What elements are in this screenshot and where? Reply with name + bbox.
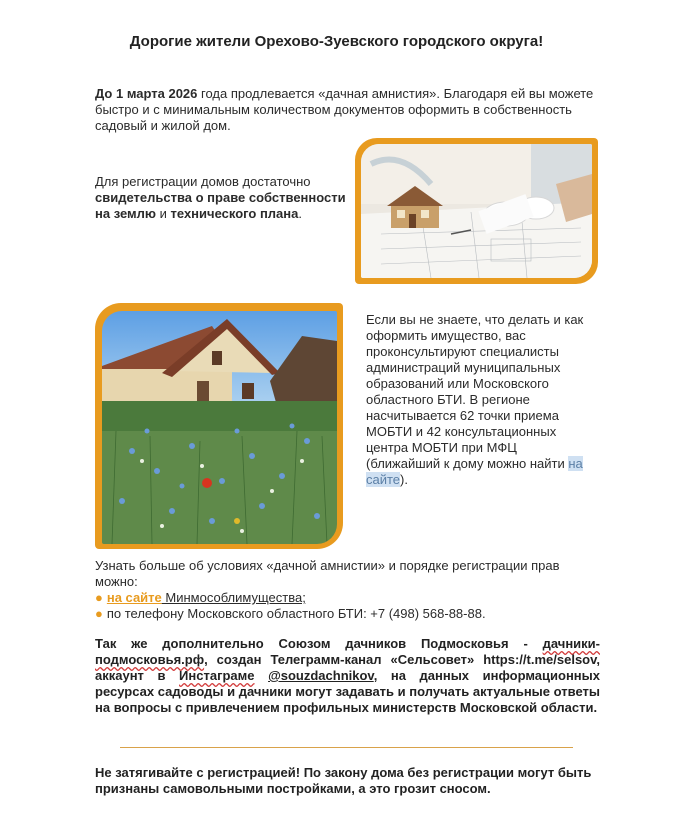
minmosoblimushchestvo-site-link[interactable]: на сайте: [106, 590, 162, 605]
reg-text-2: и: [156, 206, 171, 221]
deadline-date: До 1 марта 2026: [95, 86, 198, 101]
registration-paragraph: [95, 174, 355, 222]
instagram-word: Инстаграме: [179, 668, 255, 683]
union-site-link[interactable]: дачники-подмосковья.рф: [95, 636, 600, 667]
intro-paragraph: [95, 86, 595, 134]
more-info-item-phone: [95, 606, 605, 622]
union-text-1: Так же дополнительно Союзом дачников Подмосковья -: [95, 636, 543, 651]
more-item2-text: по телефону Московского областного БТИ: +7 (498) 568-88-88.: [106, 606, 486, 621]
more-info-item-site: [95, 590, 605, 606]
consult-tail: ).: [400, 472, 408, 487]
section-divider: [120, 747, 573, 748]
union-text-4: , на данных информационных ресурсах садоводы и дачники могут задавать и получать актуальные ответы на вопросы с привлечением профильных министерств Московской области.: [95, 668, 600, 715]
final-warning: Не затягивайте с регистрацией! По закону дома без регистрации могут быть признаны самовольными постройками, а это грозит сносом.: [95, 765, 592, 796]
more-info-section: [95, 558, 605, 622]
more-item1-text: Минмособлимущества;: [161, 590, 306, 605]
more-info-heading: Узнать больше об условиях «дачной амнистии» и порядке регистрации прав можно:: [95, 558, 560, 589]
bullet-icon: ●: [95, 590, 103, 605]
page-title: Дорогие жители Орехово-Зуевского городского округа!: [129, 33, 544, 50]
blueprint-photo-frame: [355, 138, 598, 284]
reg-text-1: Для регистрации домов достаточно: [95, 174, 311, 189]
consult-text: Если вы не знаете, что делать и как оформить имущество, вас проконсультируют специалисты администраций муниципальных образований или Московского областного БТИ. В регионе насчитывается 62 точки приема МОБТИ и 42 консультационных центра МОБТИ при МФЦ (ближайший к дому можно найти: [366, 312, 584, 471]
bullet-icon: ●: [95, 606, 103, 621]
instagram-handle-link[interactable]: @souzdachnikov: [268, 668, 374, 683]
consult-site-link[interactable]: на сайте: [366, 456, 583, 487]
country-house-illustration: [102, 311, 337, 544]
union-paragraph: [95, 636, 600, 716]
country-house-photo-frame: [95, 303, 343, 549]
union-text-2: , создан Телеграмм-канал «Сельсовет» https://t.me/selsov, аккаунт в: [95, 652, 600, 683]
country-house-photo: [102, 311, 337, 544]
union-text-3: [255, 668, 269, 683]
consultation-paragraph: [366, 312, 586, 488]
blueprint-photo: [361, 144, 592, 278]
reg-land-certificate: свидетельства о праве собственности на землю: [95, 190, 346, 221]
reg-text-3: .: [298, 206, 302, 221]
intro-text: года продлевается «дачная амнистия». Благодаря ей вы можете быстро и с минимальным количеством документов оформить в собственность садовый и жилой дом.: [95, 86, 594, 133]
reg-technical-plan: технического плана: [170, 206, 299, 221]
blueprint-illustration: [361, 144, 592, 278]
